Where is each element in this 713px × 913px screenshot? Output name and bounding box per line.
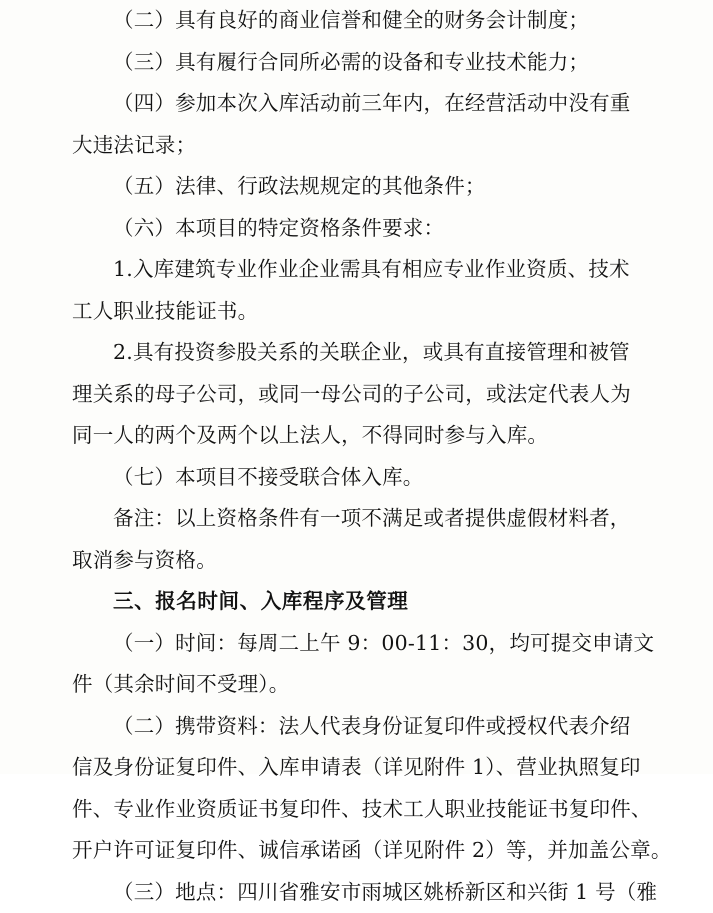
paragraph-line: 件、专业作业资质证书复印件、技术工人职业技能证书复印件、 <box>72 789 644 831</box>
paragraph-line: 取消参与资格。 <box>72 540 644 582</box>
paragraph-line: （五）法律、行政法规规定的其他条件； <box>72 166 644 208</box>
paragraph-line: 件（其余时间不受理）。 <box>72 664 644 706</box>
paragraph-line: （四）参加本次入库活动前三年内，在经营活动中没有重 <box>72 83 644 125</box>
paragraph-line: （二）具有良好的商业信誉和健全的财务会计制度； <box>72 0 644 42</box>
paragraph-line: （三）具有履行合同所必需的设备和专业技术能力； <box>72 42 644 84</box>
paragraph-line: （一）时间：每周二上午 9：00-11：30，均可提交申请文 <box>72 623 644 665</box>
paragraph-line: （三）地点：四川省雅安市雨城区姚桥新区和兴街 1 号（雅 <box>72 872 644 913</box>
paragraph-line: （六）本项目的特定资格条件要求： <box>72 208 644 250</box>
paragraph-line: 开户许可证复印件、诚信承诺函（详见附件 2）等，并加盖公章。 <box>72 830 644 872</box>
paragraph-line: 同一人的两个及两个以上法人，不得同时参与入库。 <box>72 415 644 457</box>
section-heading: 三、报名时间、入库程序及管理 <box>72 581 644 623</box>
paragraph-line: 备注：以上资格条件有一项不满足或者提供虚假材料者， <box>72 498 644 540</box>
paragraph-line: 2.具有投资参股关系的关联企业，或具有直接管理和被管 <box>72 332 644 374</box>
paragraph-line: （二）携带资料：法人代表身份证复印件或授权代表介绍 <box>72 706 644 748</box>
paragraph-line: 理关系的母子公司，或同一母公司的子公司，或法定代表人为 <box>72 374 644 416</box>
paragraph-line: 工人职业技能证书。 <box>72 291 644 333</box>
paragraph-line: 大违法记录； <box>72 125 644 167</box>
document-body <box>72 0 644 913</box>
paragraph-line: 信及身份证复印件、入库申请表（详见附件 1）、营业执照复印 <box>72 747 644 789</box>
paragraph-line: （七）本项目不接受联合体入库。 <box>72 457 644 499</box>
paragraph-line: 1.入库建筑专业作业企业需具有相应专业作业资质、技术 <box>72 249 644 291</box>
